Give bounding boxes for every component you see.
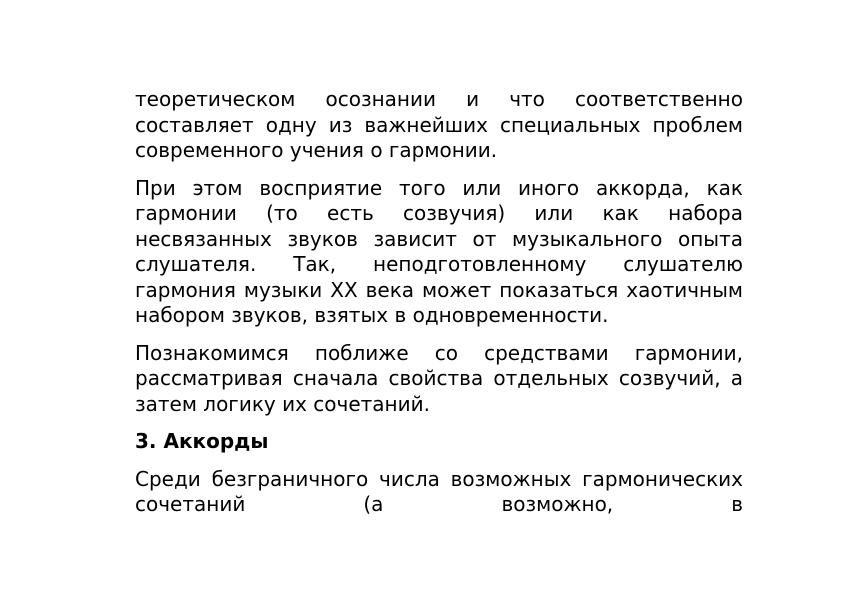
- paragraph-4: Среди безграничного числа возможных гармонических сочетаний (а возможно, в: [135, 466, 743, 516]
- paragraph-2: При этом восприятие того или иного аккорда, как гармонии (то есть созвучия) или как набора несвязанных звуков зависит от музыкального опыта слушателя. Так, неподготовленному слушателю гармония музыки XX века может показаться хаотичным набором звуков, взятых в одновременности.: [135, 175, 743, 327]
- paragraph-3: Познакомимся поближе со средствами гармонии, рассматривая сначала свойства отдельных созвучий, а затем логику их сочетаний.: [135, 340, 743, 416]
- text-body: [135, 87, 743, 530]
- section-heading: 3. Аккорды: [135, 429, 269, 453]
- paragraph-1: теоретическом осознании и что соответственно составляет одну из важнейших специальных проблем современного учения о гармонии.: [135, 87, 743, 162]
